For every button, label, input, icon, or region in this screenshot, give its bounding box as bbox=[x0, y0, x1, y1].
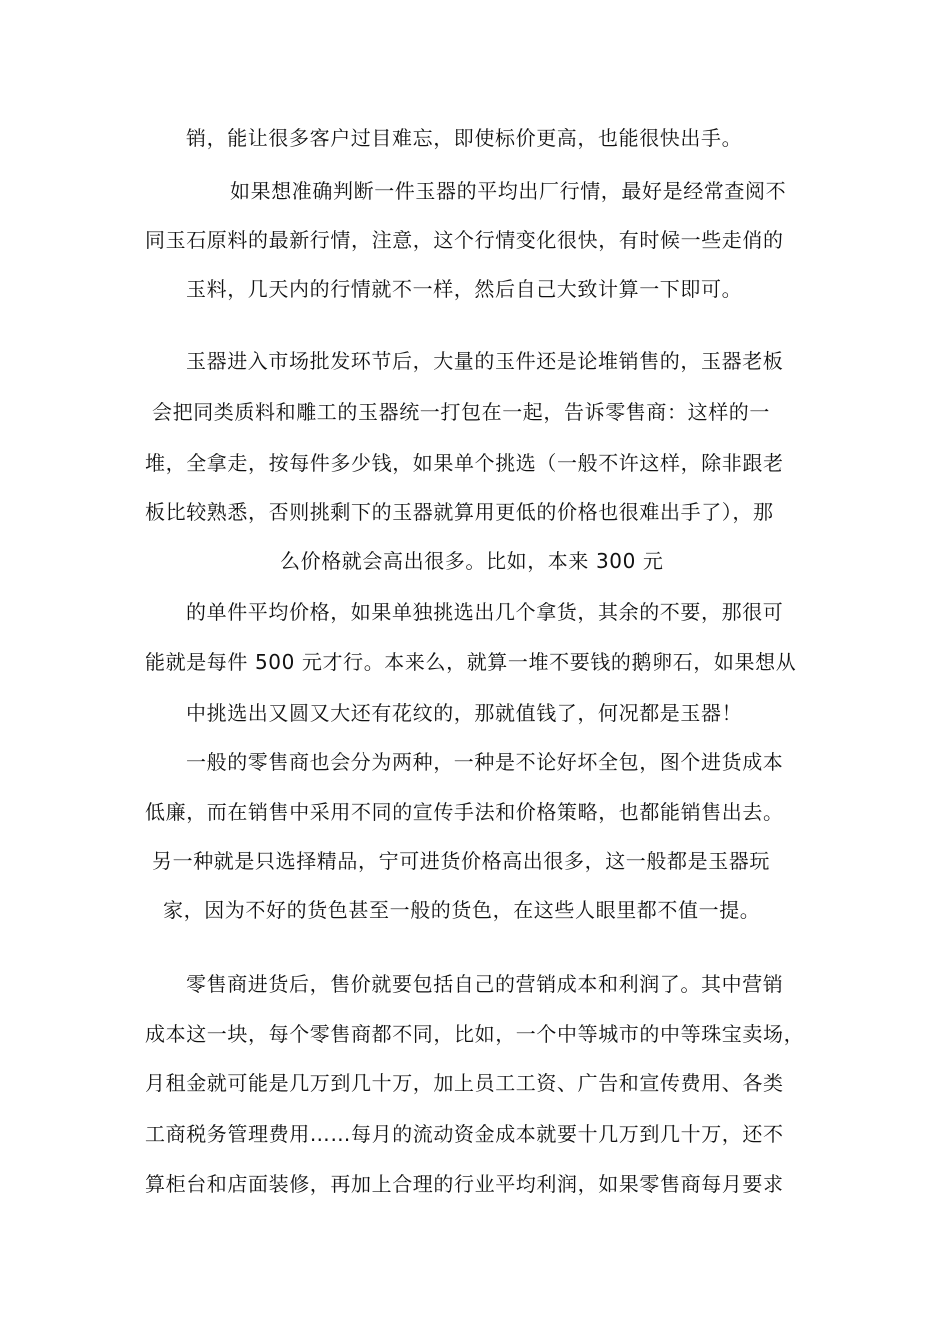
text-line: 低廉，而在销售中采用不同的宣传手法和价格策略，也都能销售出去。 bbox=[145, 800, 784, 824]
text-line: 同玉石原料的最新行情，注意，这个行情变化很快，有时候一些走俏的 bbox=[145, 228, 784, 252]
text-line: 中挑选出又圆又大还有花纹的，那就值钱了，何况都是玉器！ bbox=[186, 701, 743, 725]
text-line: 如果想准确判断一件玉器的平均出厂行情，最好是经常查阅不 bbox=[230, 179, 787, 203]
text-line: 销，能让很多客户过目难忘，即使标价更高，也能很快出手。 bbox=[186, 126, 743, 150]
text-line: 零售商进货后，售价就要包括自己的营销成本和利润了。其中营销 bbox=[186, 972, 784, 996]
text-line: 一般的零售商也会分为两种，一种是不论好坏全包，图个进货成本 bbox=[186, 750, 784, 774]
text-line: 玉器进入市场批发环节后，大量的玉件还是论堆销售的，玉器老板 bbox=[186, 349, 784, 373]
text-line: 家，因为不好的货色甚至一般的货色，在这些人眼里都不值一提。 bbox=[163, 898, 761, 922]
text-line: 成本这一块，每个零售商都不同，比如，一个中等城市的中等珠宝卖场， bbox=[145, 1022, 805, 1046]
text-line: 工商税务管理费用……每月的流动资金成本就要十几万到几十万，还不 bbox=[145, 1122, 784, 1146]
text-line: 月租金就可能是几万到几十万，加上员工工资、广告和宣传费用、各类 bbox=[145, 1071, 784, 1095]
text-line: 能就是每件 500 元才行。本来么，就算一堆不要钱的鹅卵石，如果想从 bbox=[145, 650, 797, 674]
text-line: 堆，全拿走，按每件多少钱，如果单个挑选（一般不许这样，除非跟老 bbox=[145, 451, 784, 475]
text-line: 玉料，几天内的行情就不一样，然后自己大致计算一下即可。 bbox=[186, 277, 743, 301]
text-line: 的单件平均价格，如果单独挑选出几个拿货，其余的不要，那很可 bbox=[186, 600, 784, 624]
text-line: 板比较熟悉，否则挑剩下的玉器就算用更低的价格也很难出手了），那 bbox=[145, 500, 774, 524]
text-line: 么价格就会高出很多。比如，本来 300 元 bbox=[280, 549, 664, 573]
text-line: 另一种就是只选择精品，宁可进货价格高出很多，这一般都是玉器玩 bbox=[152, 849, 770, 873]
text-line: 算柜台和店面装修，再加上合理的行业平均利润，如果零售商每月要求 bbox=[145, 1172, 784, 1196]
text-line: 会把同类质料和雕工的玉器统一打包在一起，告诉零售商：这样的一 bbox=[152, 400, 770, 424]
